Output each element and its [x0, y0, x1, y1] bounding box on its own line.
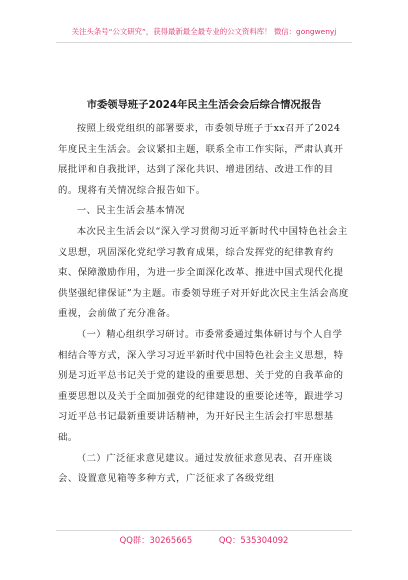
footer-divider	[56, 530, 352, 531]
section-heading-1: 一、民主生活会基本情况	[76, 205, 185, 217]
document-body	[58, 119, 350, 490]
footer-contact	[0, 534, 408, 546]
footer-qq: QQ：535304092	[218, 535, 289, 545]
paragraph-intro: 按照上级党组织的部署要求，市委领导班子于xx召开了2024年度民主生活会。会议紧扣主题，联系全市工作实际，严肃认真开展批评和自我批评，达到了深化共识、增进团结、改进工作的目的。现将有关情况综合报告如下。	[58, 123, 344, 196]
footer-qq-group: QQ群：30265665	[119, 535, 193, 545]
paragraph-opinions: （二）广泛征求意见建议。通过发放征求意见表、召开座谈会、设置意见箱等多种方式，广泛征求了各级党组	[58, 452, 333, 485]
header-notice: 关注头条号“公文研究”，获得最新最全最专业的公文资料库！ 微信：gongwenyj	[71, 27, 337, 36]
document-title: 市委领导班子2024年民主生活会会后综合情况报告	[86, 99, 322, 111]
paragraph-study: （一）精心组织学习研讨。市委常委通过集体研讨与个人自学相结合等方式，深入学习习近平新时代中国特色社会主义思想，特别是习近平总书记关于党的建设的重要思想、关于党的自我革命的重要思想以及关于全面加强党的纪律建设的重要论述等，跟进学习习近平总书记最新重要讲话精神，为开好民主生活会打牢思想基础。	[58, 328, 344, 443]
paragraph-theme: 本次民主生活会以“深入学习贯彻习近平新时代中国特色社会主义思想，巩固深化党纪学习教育成果，综合发挥党的纪律教育约束、保障激励作用，为进一步全面深化改革、推进中国式现代化提供坚强纪律保证”为主题。市委领导班子对开好此次民主生活会高度重视，会前做了充分准备。	[58, 225, 349, 320]
header-divider	[56, 42, 352, 43]
